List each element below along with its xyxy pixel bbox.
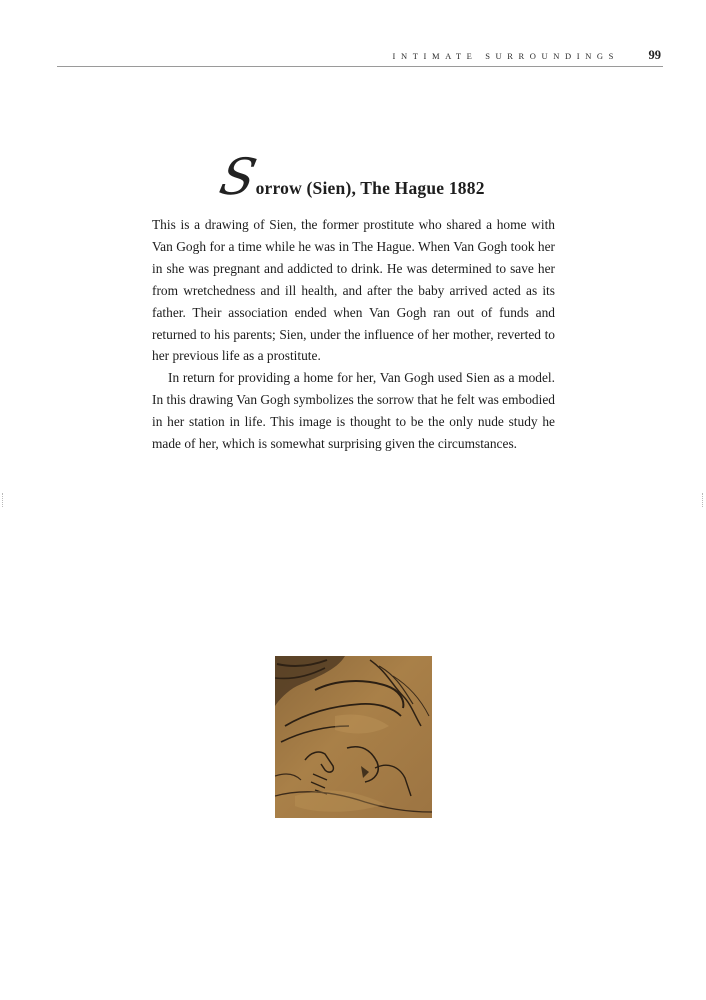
paragraph-2: In return for providing a home for her, Van Gogh used Sien as a model. In this drawing Van Gogh symbolizes the sorrow that he felt was embodied in her station in life. This image is thought to be the only nude study he made of her, which is somewhat surprising given the circumstances. bbox=[152, 370, 555, 452]
sorrow-drawing-image bbox=[275, 656, 432, 818]
title-initial: S bbox=[215, 148, 262, 206]
title-text: orrow (Sien), The Hague 1882 bbox=[255, 178, 485, 198]
left-edge-mark bbox=[2, 493, 4, 507]
page-number: 99 bbox=[648, 48, 661, 62]
paragraph-1: This is a drawing of Sien, the former prostitute who shared a home with Van Gogh for a time while he was in The Hague. When Van Gogh took her in she was pregnant and addicted to drink. He was determined to save her from wretchedness and ill health, and after the baby arrived acted as its father. Their association ended when Van Gogh ran out of funds and returned to his parents; Sien, under the influence of her mother, reverted to her previous life as a prostitute. bbox=[152, 217, 555, 364]
running-head-section-title: INTIMATE SURROUNDINGS bbox=[392, 51, 619, 61]
drawing-illustration bbox=[275, 656, 432, 818]
running-head bbox=[57, 44, 663, 67]
right-edge-mark bbox=[702, 493, 704, 507]
article-title bbox=[150, 148, 556, 206]
article-body bbox=[152, 214, 555, 455]
